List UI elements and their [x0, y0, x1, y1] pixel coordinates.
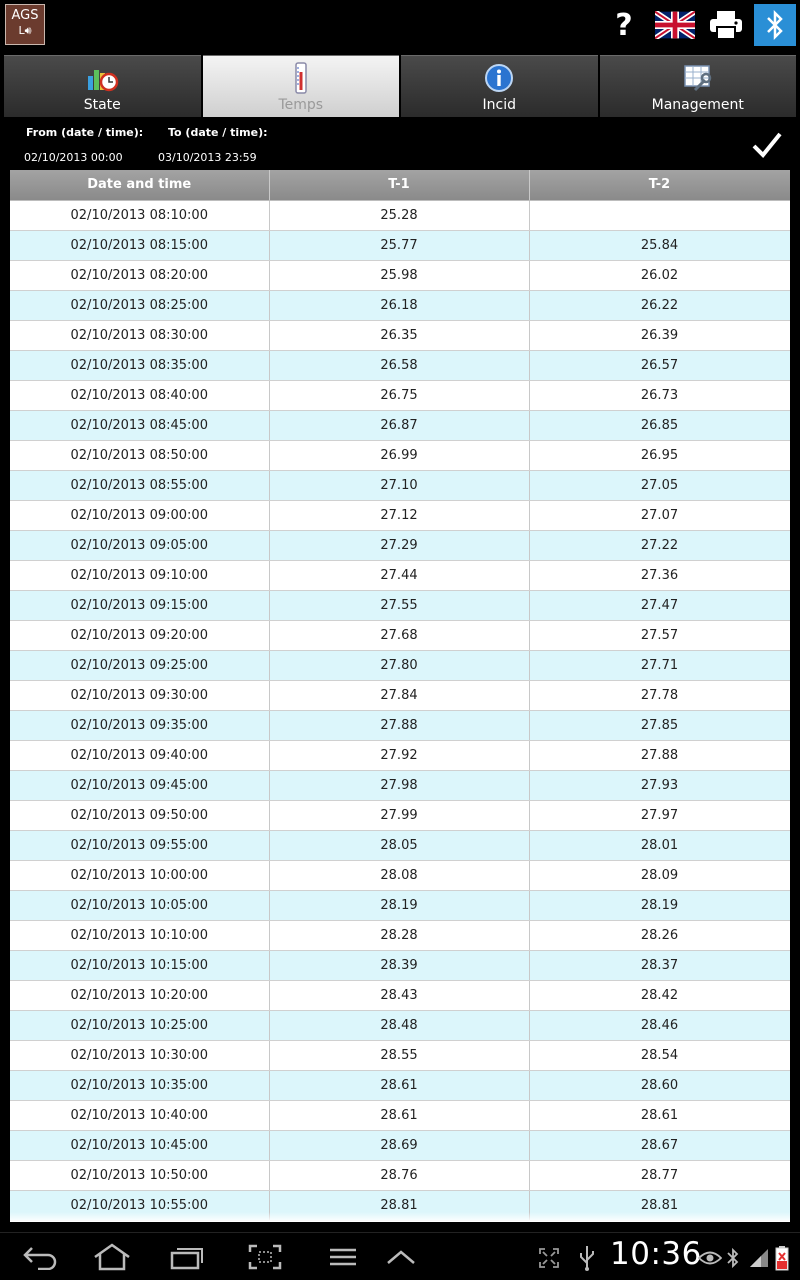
tab-management[interactable]	[600, 55, 797, 117]
cell-t2: 25.84	[529, 230, 790, 260]
table-row[interactable]	[10, 350, 790, 380]
cell-datetime: 02/10/2013 08:40:00	[10, 380, 269, 410]
table-row[interactable]	[10, 230, 790, 260]
table-row[interactable]	[10, 470, 790, 500]
table-row[interactable]	[10, 560, 790, 590]
table-row[interactable]	[10, 1010, 790, 1040]
from-date-field[interactable]: 02/10/2013 00:00	[24, 151, 123, 164]
cell-t2: 28.61	[529, 1100, 790, 1130]
cell-datetime: 02/10/2013 08:45:00	[10, 410, 269, 440]
cell-datetime: 02/10/2013 10:30:00	[10, 1040, 269, 1070]
tab-bar	[4, 55, 796, 117]
table-row[interactable]	[10, 1040, 790, 1070]
cell-t2: 27.78	[529, 680, 790, 710]
table-row[interactable]	[10, 650, 790, 680]
cell-t1: 28.69	[269, 1130, 529, 1160]
column-header-datetime[interactable]: Date and time	[10, 170, 269, 200]
cell-t2: 27.22	[529, 530, 790, 560]
cell-t2: 28.01	[529, 830, 790, 860]
cell-t2: 27.47	[529, 590, 790, 620]
table-row[interactable]	[10, 320, 790, 350]
recent-apps-button[interactable]	[166, 1241, 208, 1273]
cell-t2: 27.36	[529, 560, 790, 590]
cell-datetime: 02/10/2013 10:50:00	[10, 1160, 269, 1190]
cell-datetime: 02/10/2013 09:15:00	[10, 590, 269, 620]
table-row[interactable]	[10, 500, 790, 530]
cell-t1: 26.99	[269, 440, 529, 470]
cell-t2: 27.07	[529, 500, 790, 530]
table-row[interactable]	[10, 590, 790, 620]
battery-icon	[774, 1245, 790, 1271]
cell-datetime: 02/10/2013 09:40:00	[10, 740, 269, 770]
cell-t1: 26.35	[269, 320, 529, 350]
table-row[interactable]	[10, 290, 790, 320]
cell-t1: 28.39	[269, 950, 529, 980]
temperature-table[interactable]	[10, 170, 790, 1222]
cell-t2: 27.93	[529, 770, 790, 800]
column-header-t1[interactable]: T-1	[269, 170, 529, 200]
uk-flag-icon	[655, 11, 695, 39]
cell-t2: 27.05	[529, 470, 790, 500]
cell-t2: 28.77	[529, 1160, 790, 1190]
cell-t1: 27.84	[269, 680, 529, 710]
home-button[interactable]	[90, 1241, 134, 1273]
table-row[interactable]	[10, 260, 790, 290]
state-chart-clock-icon	[85, 62, 119, 94]
cell-t2: 28.19	[529, 890, 790, 920]
table-row[interactable]	[10, 1160, 790, 1190]
to-date-field[interactable]: 03/10/2013 23:59	[158, 151, 257, 164]
action-bar	[0, 0, 800, 54]
system-navigation-bar	[0, 1232, 800, 1280]
cell-t2: 28.42	[529, 980, 790, 1010]
tab-label: Management	[651, 97, 744, 113]
cell-datetime: 02/10/2013 09:45:00	[10, 770, 269, 800]
cell-t1: 28.61	[269, 1070, 529, 1100]
table-row[interactable]	[10, 860, 790, 890]
cell-t1: 27.68	[269, 620, 529, 650]
table-row[interactable]	[10, 1130, 790, 1160]
cell-datetime: 02/10/2013 10:25:00	[10, 1010, 269, 1040]
table-row[interactable]	[10, 950, 790, 980]
table-row[interactable]	[10, 1070, 790, 1100]
help-icon: ?	[615, 7, 633, 43]
language-button[interactable]	[654, 4, 696, 46]
cell-t1: 27.99	[269, 800, 529, 830]
cell-t2: 27.57	[529, 620, 790, 650]
fullscreen-icon	[538, 1245, 560, 1271]
cell-t2: 28.26	[529, 920, 790, 950]
cell-datetime: 02/10/2013 10:05:00	[10, 890, 269, 920]
logo-speaker-icon: L🔊︎	[18, 24, 32, 37]
cell-datetime: 02/10/2013 09:05:00	[10, 530, 269, 560]
tab-label: Incid	[482, 97, 516, 113]
logo-text: AGS	[11, 8, 39, 23]
cell-t2: 27.85	[529, 710, 790, 740]
menu-icon	[328, 1246, 358, 1268]
usb-icon	[578, 1245, 596, 1271]
tab-incid[interactable]	[401, 55, 598, 117]
cell-t2: 28.46	[529, 1010, 790, 1040]
table-row[interactable]	[10, 200, 790, 230]
cell-t2: 26.95	[529, 440, 790, 470]
back-icon	[22, 1244, 58, 1270]
cell-t1: 25.98	[269, 260, 529, 290]
cell-datetime: 02/10/2013 10:55:00	[10, 1190, 269, 1220]
cell-datetime: 02/10/2013 08:10:00	[10, 200, 269, 230]
table-row[interactable]	[10, 770, 790, 800]
app-logo[interactable]	[5, 4, 45, 45]
table-row[interactable]	[10, 740, 790, 770]
column-header-t2[interactable]: T-2	[529, 170, 790, 200]
bluetooth-button[interactable]	[754, 4, 796, 46]
table-header-row	[10, 170, 790, 200]
cell-t2	[529, 200, 790, 230]
home-icon	[92, 1243, 132, 1271]
cell-t2: 27.88	[529, 740, 790, 770]
table-row[interactable]	[10, 710, 790, 740]
expand-button[interactable]	[382, 1241, 420, 1273]
cell-t2: 28.09	[529, 860, 790, 890]
print-button[interactable]	[705, 4, 747, 46]
screenshot-button[interactable]	[244, 1241, 286, 1273]
cell-t1: 28.43	[269, 980, 529, 1010]
menu-button[interactable]	[324, 1241, 362, 1273]
info-icon	[482, 62, 516, 94]
signal-icon	[748, 1245, 770, 1271]
cell-datetime: 02/10/2013 09:35:00	[10, 710, 269, 740]
from-label: From (date / time):	[26, 126, 144, 139]
cell-t1: 28.61	[269, 1100, 529, 1130]
cell-t1: 27.80	[269, 650, 529, 680]
cell-t1: 26.87	[269, 410, 529, 440]
cell-t2: 28.60	[529, 1070, 790, 1100]
table-body	[10, 200, 790, 1220]
cell-t1: 27.10	[269, 470, 529, 500]
cell-t1: 27.92	[269, 740, 529, 770]
cell-t1: 26.58	[269, 350, 529, 380]
cell-t1: 28.08	[269, 860, 529, 890]
eye-icon	[698, 1245, 722, 1271]
cell-t1: 27.88	[269, 710, 529, 740]
cell-t1: 25.77	[269, 230, 529, 260]
cell-t2: 27.97	[529, 800, 790, 830]
cell-t1: 25.28	[269, 200, 529, 230]
cell-datetime: 02/10/2013 09:10:00	[10, 560, 269, 590]
management-tools-icon	[681, 62, 715, 94]
cell-datetime: 02/10/2013 10:40:00	[10, 1100, 269, 1130]
cell-datetime: 02/10/2013 08:20:00	[10, 260, 269, 290]
scroll-fade	[10, 1212, 790, 1222]
up-chevron-icon	[385, 1247, 417, 1267]
cell-t1: 27.55	[269, 590, 529, 620]
back-button[interactable]	[20, 1241, 60, 1273]
cell-t1: 28.28	[269, 920, 529, 950]
cell-t2: 28.54	[529, 1040, 790, 1070]
cell-t1: 26.75	[269, 380, 529, 410]
table-row[interactable]	[10, 440, 790, 470]
cell-t1: 27.44	[269, 560, 529, 590]
table-row[interactable]	[10, 380, 790, 410]
tab-label: State	[83, 97, 121, 113]
table-row[interactable]	[10, 800, 790, 830]
table-row[interactable]	[10, 410, 790, 440]
tab-label: Temps	[278, 97, 324, 113]
cell-datetime: 02/10/2013 08:30:00	[10, 320, 269, 350]
cell-t2: 26.85	[529, 410, 790, 440]
date-filter	[0, 118, 800, 170]
cell-t1: 28.19	[269, 890, 529, 920]
to-label: To (date / time):	[168, 126, 268, 139]
cell-datetime: 02/10/2013 10:45:00	[10, 1130, 269, 1160]
cell-t1: 26.18	[269, 290, 529, 320]
table-row[interactable]	[10, 1100, 790, 1130]
table-row[interactable]	[10, 980, 790, 1010]
table-row[interactable]	[10, 830, 790, 860]
cell-t1: 28.76	[269, 1160, 529, 1190]
cell-t1: 27.29	[269, 530, 529, 560]
cell-t1: 28.05	[269, 830, 529, 860]
table-row[interactable]	[10, 680, 790, 710]
tab-temps[interactable]	[203, 55, 400, 117]
cell-datetime: 02/10/2013 10:15:00	[10, 950, 269, 980]
cell-datetime: 02/10/2013 09:55:00	[10, 830, 269, 860]
cell-t2: 26.02	[529, 260, 790, 290]
cell-t2: 26.22	[529, 290, 790, 320]
recent-apps-icon	[169, 1244, 205, 1270]
checkmark-icon	[750, 130, 784, 160]
screenshot-icon	[247, 1243, 283, 1271]
cell-t2: 28.81	[529, 1190, 790, 1220]
cell-datetime: 02/10/2013 08:55:00	[10, 470, 269, 500]
tab-state[interactable]	[4, 55, 201, 117]
cell-datetime: 02/10/2013 08:35:00	[10, 350, 269, 380]
help-button[interactable]	[605, 4, 643, 46]
cell-datetime: 02/10/2013 09:25:00	[10, 650, 269, 680]
cell-t1: 28.48	[269, 1010, 529, 1040]
cell-t1: 27.98	[269, 770, 529, 800]
bluetooth-status-icon	[726, 1245, 740, 1271]
bluetooth-icon	[764, 9, 786, 41]
cell-datetime: 02/10/2013 08:15:00	[10, 230, 269, 260]
printer-icon	[709, 9, 743, 41]
cell-t2: 28.37	[529, 950, 790, 980]
cell-t2: 26.57	[529, 350, 790, 380]
table-row[interactable]	[10, 620, 790, 650]
cell-datetime: 02/10/2013 09:30:00	[10, 680, 269, 710]
apply-filter-button[interactable]	[750, 130, 786, 162]
cell-t1: 28.55	[269, 1040, 529, 1070]
table-row[interactable]	[10, 530, 790, 560]
cell-t2: 26.39	[529, 320, 790, 350]
cell-datetime: 02/10/2013 10:35:00	[10, 1070, 269, 1100]
cell-datetime: 02/10/2013 08:25:00	[10, 290, 269, 320]
table-row[interactable]	[10, 920, 790, 950]
table-row[interactable]	[10, 890, 790, 920]
cell-datetime: 02/10/2013 10:10:00	[10, 920, 269, 950]
clock: 10:36	[610, 1236, 702, 1272]
cell-datetime: 02/10/2013 10:20:00	[10, 980, 269, 1010]
cell-t2: 26.73	[529, 380, 790, 410]
cell-t1: 27.12	[269, 500, 529, 530]
cell-datetime: 02/10/2013 09:00:00	[10, 500, 269, 530]
cell-t1: 28.81	[269, 1190, 529, 1220]
cell-datetime: 02/10/2013 10:00:00	[10, 860, 269, 890]
thermometer-icon	[284, 62, 318, 94]
cell-t2: 27.71	[529, 650, 790, 680]
cell-t2: 28.67	[529, 1130, 790, 1160]
cell-datetime: 02/10/2013 09:20:00	[10, 620, 269, 650]
cell-datetime: 02/10/2013 08:50:00	[10, 440, 269, 470]
cell-datetime: 02/10/2013 09:50:00	[10, 800, 269, 830]
